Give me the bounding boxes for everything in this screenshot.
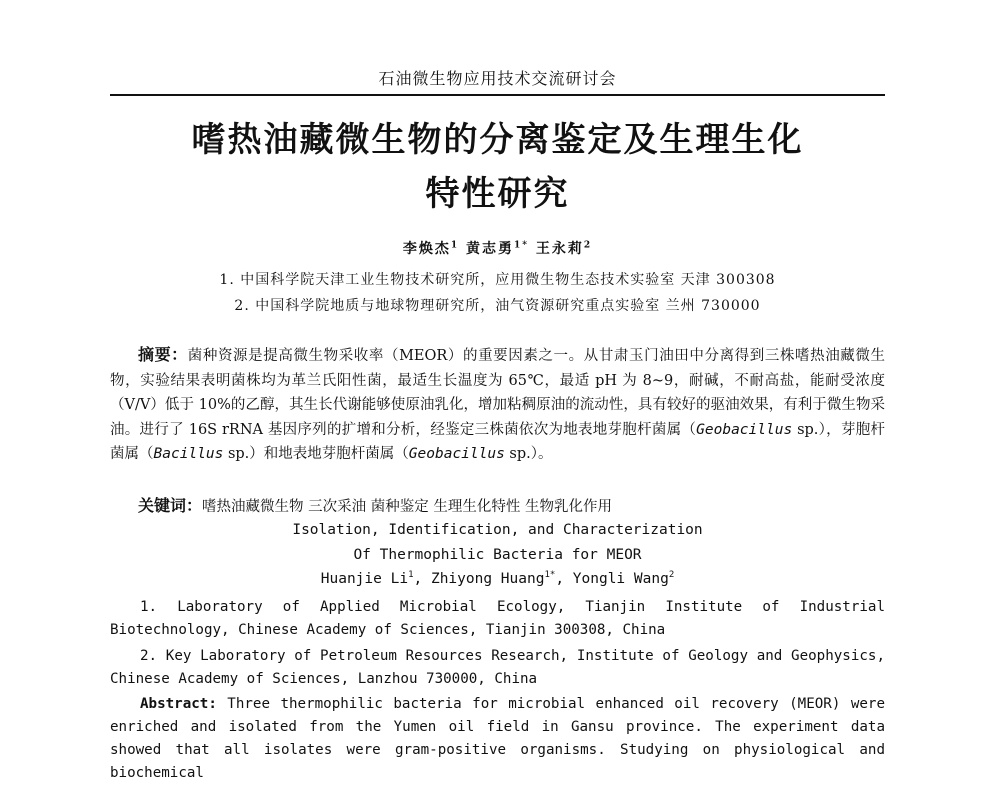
author-affil-mark: 2 xyxy=(583,240,593,251)
abstract-en-label: Abstract: xyxy=(140,696,217,712)
affiliation-en-2: 2. Key Laboratory of Petroleum Resources Research, Institute of Geology and Geophysics, Chinese Academy of Sciences, Lanzhou 730000, China xyxy=(110,648,885,687)
paper-title-line1: 嗜热油藏微生物的分离鉴定及生理生化 xyxy=(191,120,804,160)
author-list-en: Huanjie Li$^1$, Zhiyong Huang$^{1*}$, Yongli Wang$^2$ xyxy=(320,570,675,587)
abstract-cn-text: sp.）和地表地芽胞杆菌属（ xyxy=(223,446,409,462)
author-affil-mark: 1* xyxy=(544,570,556,581)
abstract-cn-text: sp.），芽胞杆菌属（ xyxy=(110,421,885,462)
keywords-cn xyxy=(110,493,885,516)
abstract-cn xyxy=(110,343,885,467)
affiliation-cn-2: 2. 中国科学院地质与地球物理研究所，油气资源研究重点实验室 兰州 730000 xyxy=(234,298,761,314)
running-header: 石油微生物应用技术交流研讨会 xyxy=(378,69,617,88)
author-name: 黄志勇 xyxy=(466,241,515,257)
paper-title-line2: 特性研究 xyxy=(425,174,570,214)
author-name: 王永莉 xyxy=(535,241,584,257)
english-title-line1: Isolation, Identification, and Characterization xyxy=(292,522,703,538)
author-list-cn xyxy=(110,238,885,258)
abstract-en xyxy=(110,693,885,785)
keywords-text: 嗜热油藏微生物 三次采油 菌种鉴定 生理生化特性 生物乳化作用 xyxy=(202,499,612,515)
author-affil-mark: 2 xyxy=(668,570,675,581)
abstract-en-text: Three thermophilic bacteria for microbial enhanced oil recovery (MEOR) were enriched and isolated from the Yumen oil field in Gansu province. The experiment data showed that all isolates were gram-positive organisms. Studying on physiological and biochemical xyxy=(110,696,885,781)
author-affil-mark: 1* xyxy=(514,240,529,251)
abstract-cn-text: sp.）。 xyxy=(504,446,553,462)
abstract-cn-label: 摘要： xyxy=(138,345,188,364)
genus-name: Bacillus xyxy=(153,446,224,462)
author-affil-mark: 1 xyxy=(408,570,414,581)
author-name: Yongli Wang xyxy=(572,571,669,587)
author-name: Huanjie Li xyxy=(320,571,409,587)
affiliation-cn-1: 1. 中国科学院天津工业生物技术研究所，应用微生物生态技术实验室 天津 300308 xyxy=(219,272,776,288)
english-title-line2: Of Thermophilic Bacteria for MEOR xyxy=(353,547,642,563)
author-affil-mark: 1 xyxy=(450,240,460,251)
author-name: 李焕杰 xyxy=(402,241,451,257)
abstract-cn-text: 菌种资源是提高微生物采收率（MEOR）的重要因素之一。从甘肃玉门油田中分离得到三株嗜热油藏微生物，实验结果表明菌株均为革兰氏阳性菌，最适生长温度为 65℃，最适 pH 为 8~9，耐碱，不耐高盐，能耐受浓度（V/V）低于 10%的乙醇，其生长代谢能够使原油乳化，增加粘稠原油的流动性，具有较好的驱油效果，有利于微生物采油。进行了 16S rRNA 基因序列的扩增和分析，经鉴定三株菌依次为地表地芽胞杆菌属（ xyxy=(110,348,885,438)
genus-name: Geobacillus xyxy=(696,421,793,438)
genus-name: Geobacillus xyxy=(408,446,505,462)
author-name: Zhiyong Huang xyxy=(430,571,545,587)
header-rule xyxy=(110,94,885,96)
keywords-label: 关键词： xyxy=(138,496,203,515)
affiliation-en-1: 1. Laboratory of Applied Microbial Ecology, Tianjin Institute of Industrial Biotechnology, Chinese Academy of Sciences, Tianjin 300308, China xyxy=(110,599,885,638)
